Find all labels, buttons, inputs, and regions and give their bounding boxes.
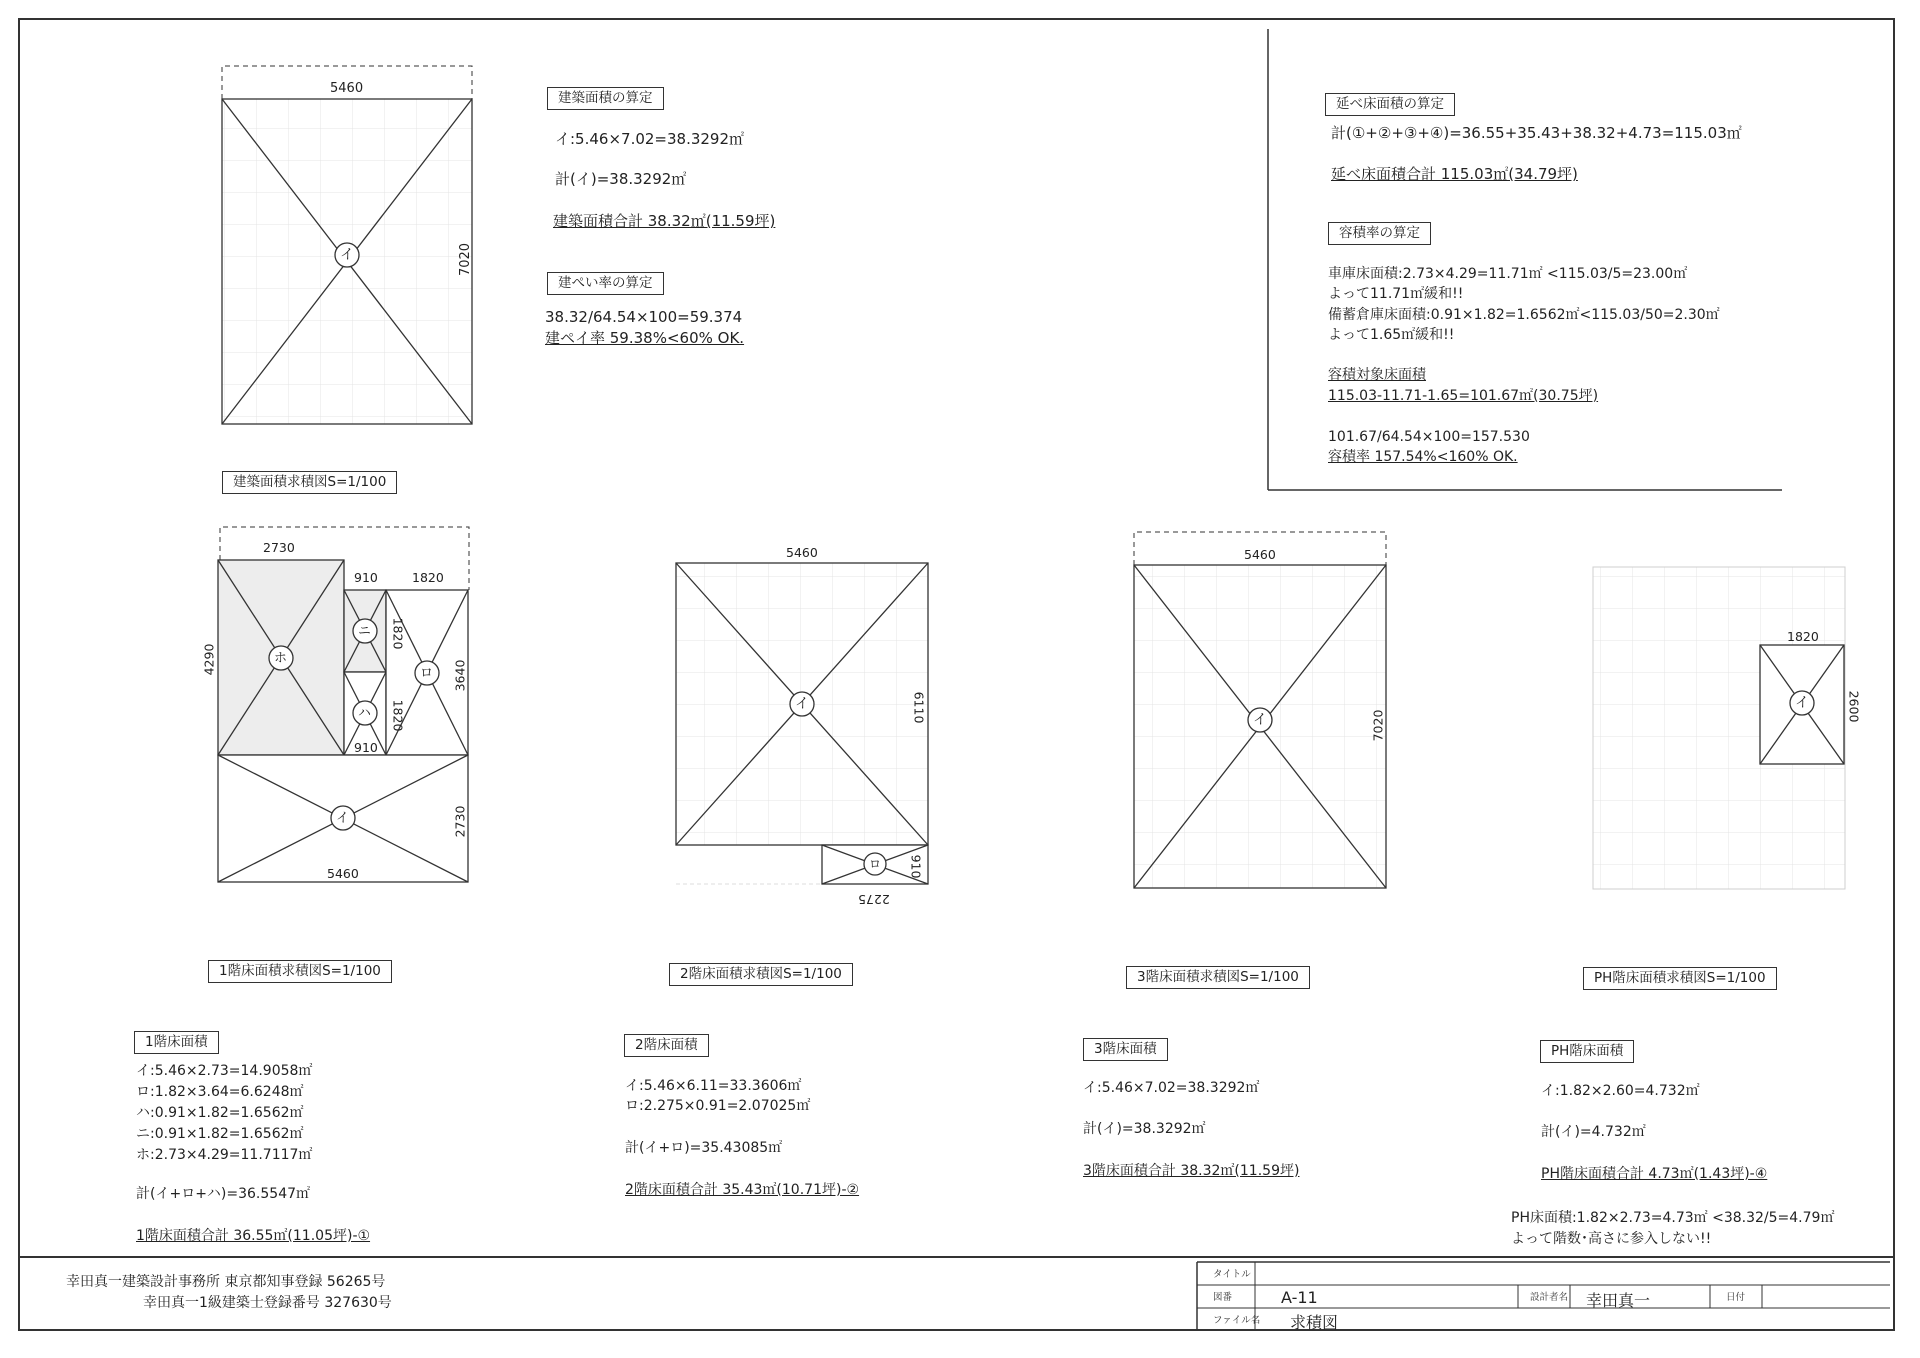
ph-plan (1593, 567, 1845, 889)
ph-area-line1: イ:1.82×2.60=4.732㎡ (1541, 1083, 1700, 1099)
floor1-area-line: ニ:0.91×1.82=1.6562㎡ (136, 1126, 304, 1142)
ph-mark-i: イ (1795, 695, 1809, 711)
floor1-area-total: 1階床面積合計 36.55㎡(11.05坪)-① (136, 1228, 371, 1244)
floor3-area-line1: イ:5.46×7.02=38.3292㎡ (1083, 1080, 1260, 1096)
building-area-line1: イ:5.46×7.02=38.3292㎡ (555, 130, 745, 148)
ph-area-title: PH階床面積 (1540, 1040, 1634, 1063)
coverage-result: 建ペイ率 59.38%<60% OK. (545, 329, 745, 347)
total-floor-line1: 計(①+②+③+④)=36.55+35.43+38.32+4.73=115.03㎡ (1331, 124, 1742, 142)
building-area-plan (222, 66, 472, 424)
file-name-label: ファイル名 (1213, 1315, 1261, 1326)
f1-dim-2730-top: 2730 (263, 540, 295, 555)
date-label: 日付 (1726, 1292, 1746, 1303)
f1-mark-ho: ホ (274, 651, 288, 666)
office-line1: 幸田真一建築設計事務所 東京都知事登録 56265号 (66, 1274, 386, 1290)
ph-area-note2: よって階数･高さに参入しない!! (1511, 1231, 1712, 1247)
building-area-sum: 計(イ)=38.3292㎡ (555, 170, 687, 188)
ph-plan-caption: PH階床面積求積図S=1/100 (1583, 967, 1777, 990)
ph-area-note1: PH床面積:1.82×2.73=4.73㎡ <38.32/5=4.79㎡ (1511, 1210, 1835, 1226)
floor3-area-total: 3階床面積合計 38.32㎡(11.59坪) (1083, 1163, 1300, 1179)
file-name-value: 求積図 (1290, 1313, 1339, 1332)
building-area-total: 建築面積合計 38.32㎡(11.59坪) (553, 212, 776, 230)
f1-dim-910-bottom: 910 (354, 740, 378, 755)
far-line3: 備蓄倉庫床面積:0.91×1.82=1.6562㎡<115.03/50=2.30㎡ (1328, 307, 1720, 323)
floor3-area-title: 3階床面積 (1083, 1038, 1168, 1061)
f2-dim-910: 910 (908, 854, 924, 879)
building-plan-caption: 建築面積求積図S=1/100 (222, 471, 397, 494)
drawing-no-value: A-11 (1281, 1288, 1318, 1307)
coverage-title: 建ぺい率の算定 (547, 272, 664, 295)
building-width-label: 5460 (330, 81, 364, 96)
f1-dim-5460-bottom: 5460 (327, 866, 359, 881)
floor1-area-line: ホ:2.73×4.29=11.7117㎡ (136, 1147, 313, 1163)
floor2-area-total: 2階床面積合計 35.43㎡(10.71坪)-② (625, 1182, 860, 1198)
f3-mark-i: イ (1253, 712, 1267, 728)
f1-dim-3640: 3640 (452, 659, 468, 692)
building-height-label: 7020 (458, 242, 474, 277)
ph-dim-1820: 1820 (1787, 629, 1819, 644)
floor3-area-sum: 計(イ)=38.3292㎡ (1083, 1121, 1206, 1137)
f1-mark-i: イ (336, 811, 350, 826)
floor3-plan-caption: 3階床面積求積図S=1/100 (1126, 966, 1310, 989)
floor1-plan-caption: 1階床面積求積図S=1/100 (208, 960, 392, 983)
building-mark-i: イ (340, 247, 354, 263)
f2-mark-ro: ロ (869, 857, 882, 871)
designer-label: 設計者名 (1530, 1292, 1569, 1303)
f2-dim-6110: 6110 (911, 691, 927, 724)
f1-mark-ro: ロ (420, 666, 434, 681)
f2-dim-5460: 5460 (786, 545, 818, 560)
f3-dim-7020: 7020 (1370, 709, 1386, 742)
ph-area-total: PH階床面積合計 4.73㎡(1.43坪)-④ (1541, 1166, 1768, 1182)
floor1-area-title: 1階床面積 (134, 1031, 219, 1054)
far-target-value: 115.03-11.71-1.65=101.67㎡(30.75坪) (1328, 388, 1599, 404)
ph-area-sum: 計(イ)=4.732㎡ (1541, 1124, 1646, 1140)
floor1-area-line: ハ:0.91×1.82=1.6562㎡ (136, 1105, 304, 1121)
title-label: タイトル (1213, 1269, 1251, 1280)
building-area-title: 建築面積の算定 (547, 87, 664, 110)
floor2-area-line: イ:5.46×6.11=33.3606㎡ (625, 1078, 802, 1094)
f1-dim-1820-ni: 1820 (390, 617, 406, 650)
floor2-area-title: 2階床面積 (624, 1034, 709, 1057)
drawing-no-label: 図番 (1213, 1292, 1233, 1303)
far-calc: 101.67/64.54×100=157.530 (1328, 429, 1530, 445)
f1-dim-4290: 4290 (201, 643, 217, 676)
total-floor-title: 延べ床面積の算定 (1325, 93, 1455, 116)
floor2-plan-caption: 2階床面積求積図S=1/100 (669, 963, 853, 986)
floor1-area-line: ロ:1.82×3.64=6.6248㎡ (136, 1084, 304, 1100)
far-line4: よって1.65㎡緩和!! (1328, 327, 1455, 343)
far-result: 容積率 157.54%<160% OK. (1328, 449, 1518, 465)
f1-dim-2730-side: 2730 (452, 805, 468, 838)
far-title: 容積率の算定 (1328, 222, 1431, 245)
floor1-area-line: イ:5.46×2.73=14.9058㎡ (136, 1063, 313, 1079)
f2-mark-i: イ (795, 696, 809, 712)
ph-dim-2600: 2600 (1846, 690, 1862, 723)
floor2-area-line: ロ:2.275×0.91=2.07025㎡ (625, 1098, 811, 1114)
far-target-title: 容積対象床面積 (1328, 367, 1426, 383)
f2-dim-2275: 2275 (858, 892, 890, 907)
f1-dim-1820-ha: 1820 (390, 699, 406, 732)
total-floor-total: 延べ床面積合計 115.03㎡(34.79坪) (1331, 165, 1578, 183)
coverage-line1: 38.32/64.54×100=59.374 (545, 308, 743, 326)
far-line2: よって11.71㎡緩和!! (1328, 286, 1464, 302)
f1-mark-ha: ハ (358, 706, 372, 721)
floor3-plan (1134, 532, 1386, 888)
f3-dim-5460: 5460 (1244, 547, 1276, 562)
f1-mark-ni: ニ (358, 624, 372, 639)
floor2-plan (676, 563, 928, 884)
far-line1: 車庫床面積:2.73×4.29=11.71㎡ <115.03/5=23.00㎡ (1328, 266, 1688, 282)
floor1-area-sum: 計(イ+ロ+ハ)=36.5547㎡ (136, 1186, 311, 1202)
designer-value: 幸田真一 (1586, 1291, 1651, 1310)
office-line2: 幸田真一1級建築士登録番号 327630号 (143, 1295, 392, 1311)
floor2-area-sum: 計(イ+ロ)=35.43085㎡ (625, 1140, 783, 1156)
f1-dim-910-top: 910 (354, 570, 378, 585)
f1-dim-1820-top: 1820 (412, 570, 444, 585)
